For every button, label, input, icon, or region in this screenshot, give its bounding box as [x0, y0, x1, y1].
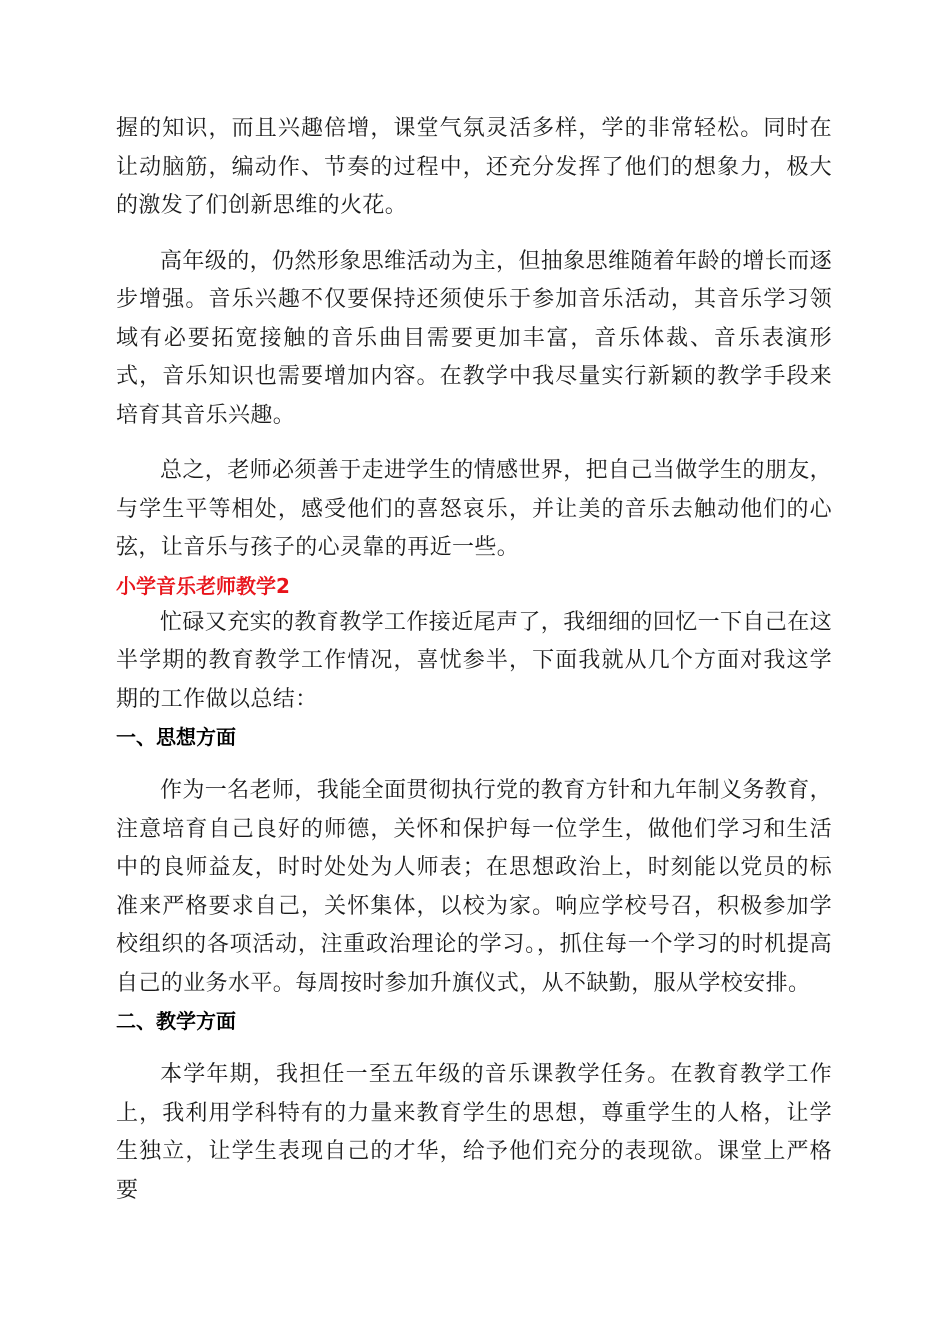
subheading-teaching: 二、教学方面 — [116, 1009, 236, 1033]
subheading-thought: 一、思想方面 — [116, 725, 236, 749]
paragraph-continued: 握的知识，而且兴趣倍增，课堂气氛灵活多样，学的非常轻松。同时在让动脑筋，编动作、节奏的过程中，还充分发挥了他们的想象力，极大的激发了们创新思维的火花。 — [116, 116, 832, 218]
paragraph-conclusion: 总之，老师必须善于走进学生的情感世界，把自己当做学生的朋友，与学生平等相处，感受他们的喜怒哀乐，并让美的音乐去触动他们的心弦，让音乐与孩子的心灵靠的再近一些。 — [116, 458, 833, 560]
section-title: 小学音乐老师教学2 — [116, 573, 290, 598]
paragraph-high-grade: 高年级的，仍然形象思维活动为主，但抽象思维随着年龄的增长而逐步增强。音乐兴趣不仅要保持还须使乐于参加音乐活动，其音乐学习领域有必要拓宽接触的音乐曲目需要更加丰富，音乐体裁、音乐表演形式，音乐知识也需要增加内容。在教学中我尽量实行新颖的教学手段来培育其音乐兴趣。 — [116, 248, 833, 428]
paragraph-thought: 作为一名老师，我能全面贯彻执行党的教育方针和九年制义务教育，注意培育自己良好的师德，关怀和保护每一位学生，做他们学习和生活中的良师益友，时时处处为人师表；在思想政治上，时刻能以党员的标准来严格要求自己，关怀集体，以校为家。响应学校号召，积极参加学校组织的各项活动，注重政治理论的学习。，抓住每一个学习的时机提高自己的业务水平。每周按时参加升旗仪式，从不缺勤，服从学校安排。 — [116, 778, 833, 996]
paragraph-intro: 忙碌又充实的教育教学工作接近尾声了，我细细的回忆一下自己在这半学期的教育教学工作情况，喜忧参半，下面我就从几个方面对我这学期的工作做以总结： — [116, 609, 833, 712]
paragraph-teaching: 本学年期，我担任一至五年级的音乐课教学任务。在教育教学工作上，我利用学科特有的力量来教育学生的思想，尊重学生的人格，让学生独立，让学生表现自己的才华，给予他们充分的表现欲。课堂上严格要 — [116, 1062, 832, 1203]
document-body — [116, 110, 832, 1210]
